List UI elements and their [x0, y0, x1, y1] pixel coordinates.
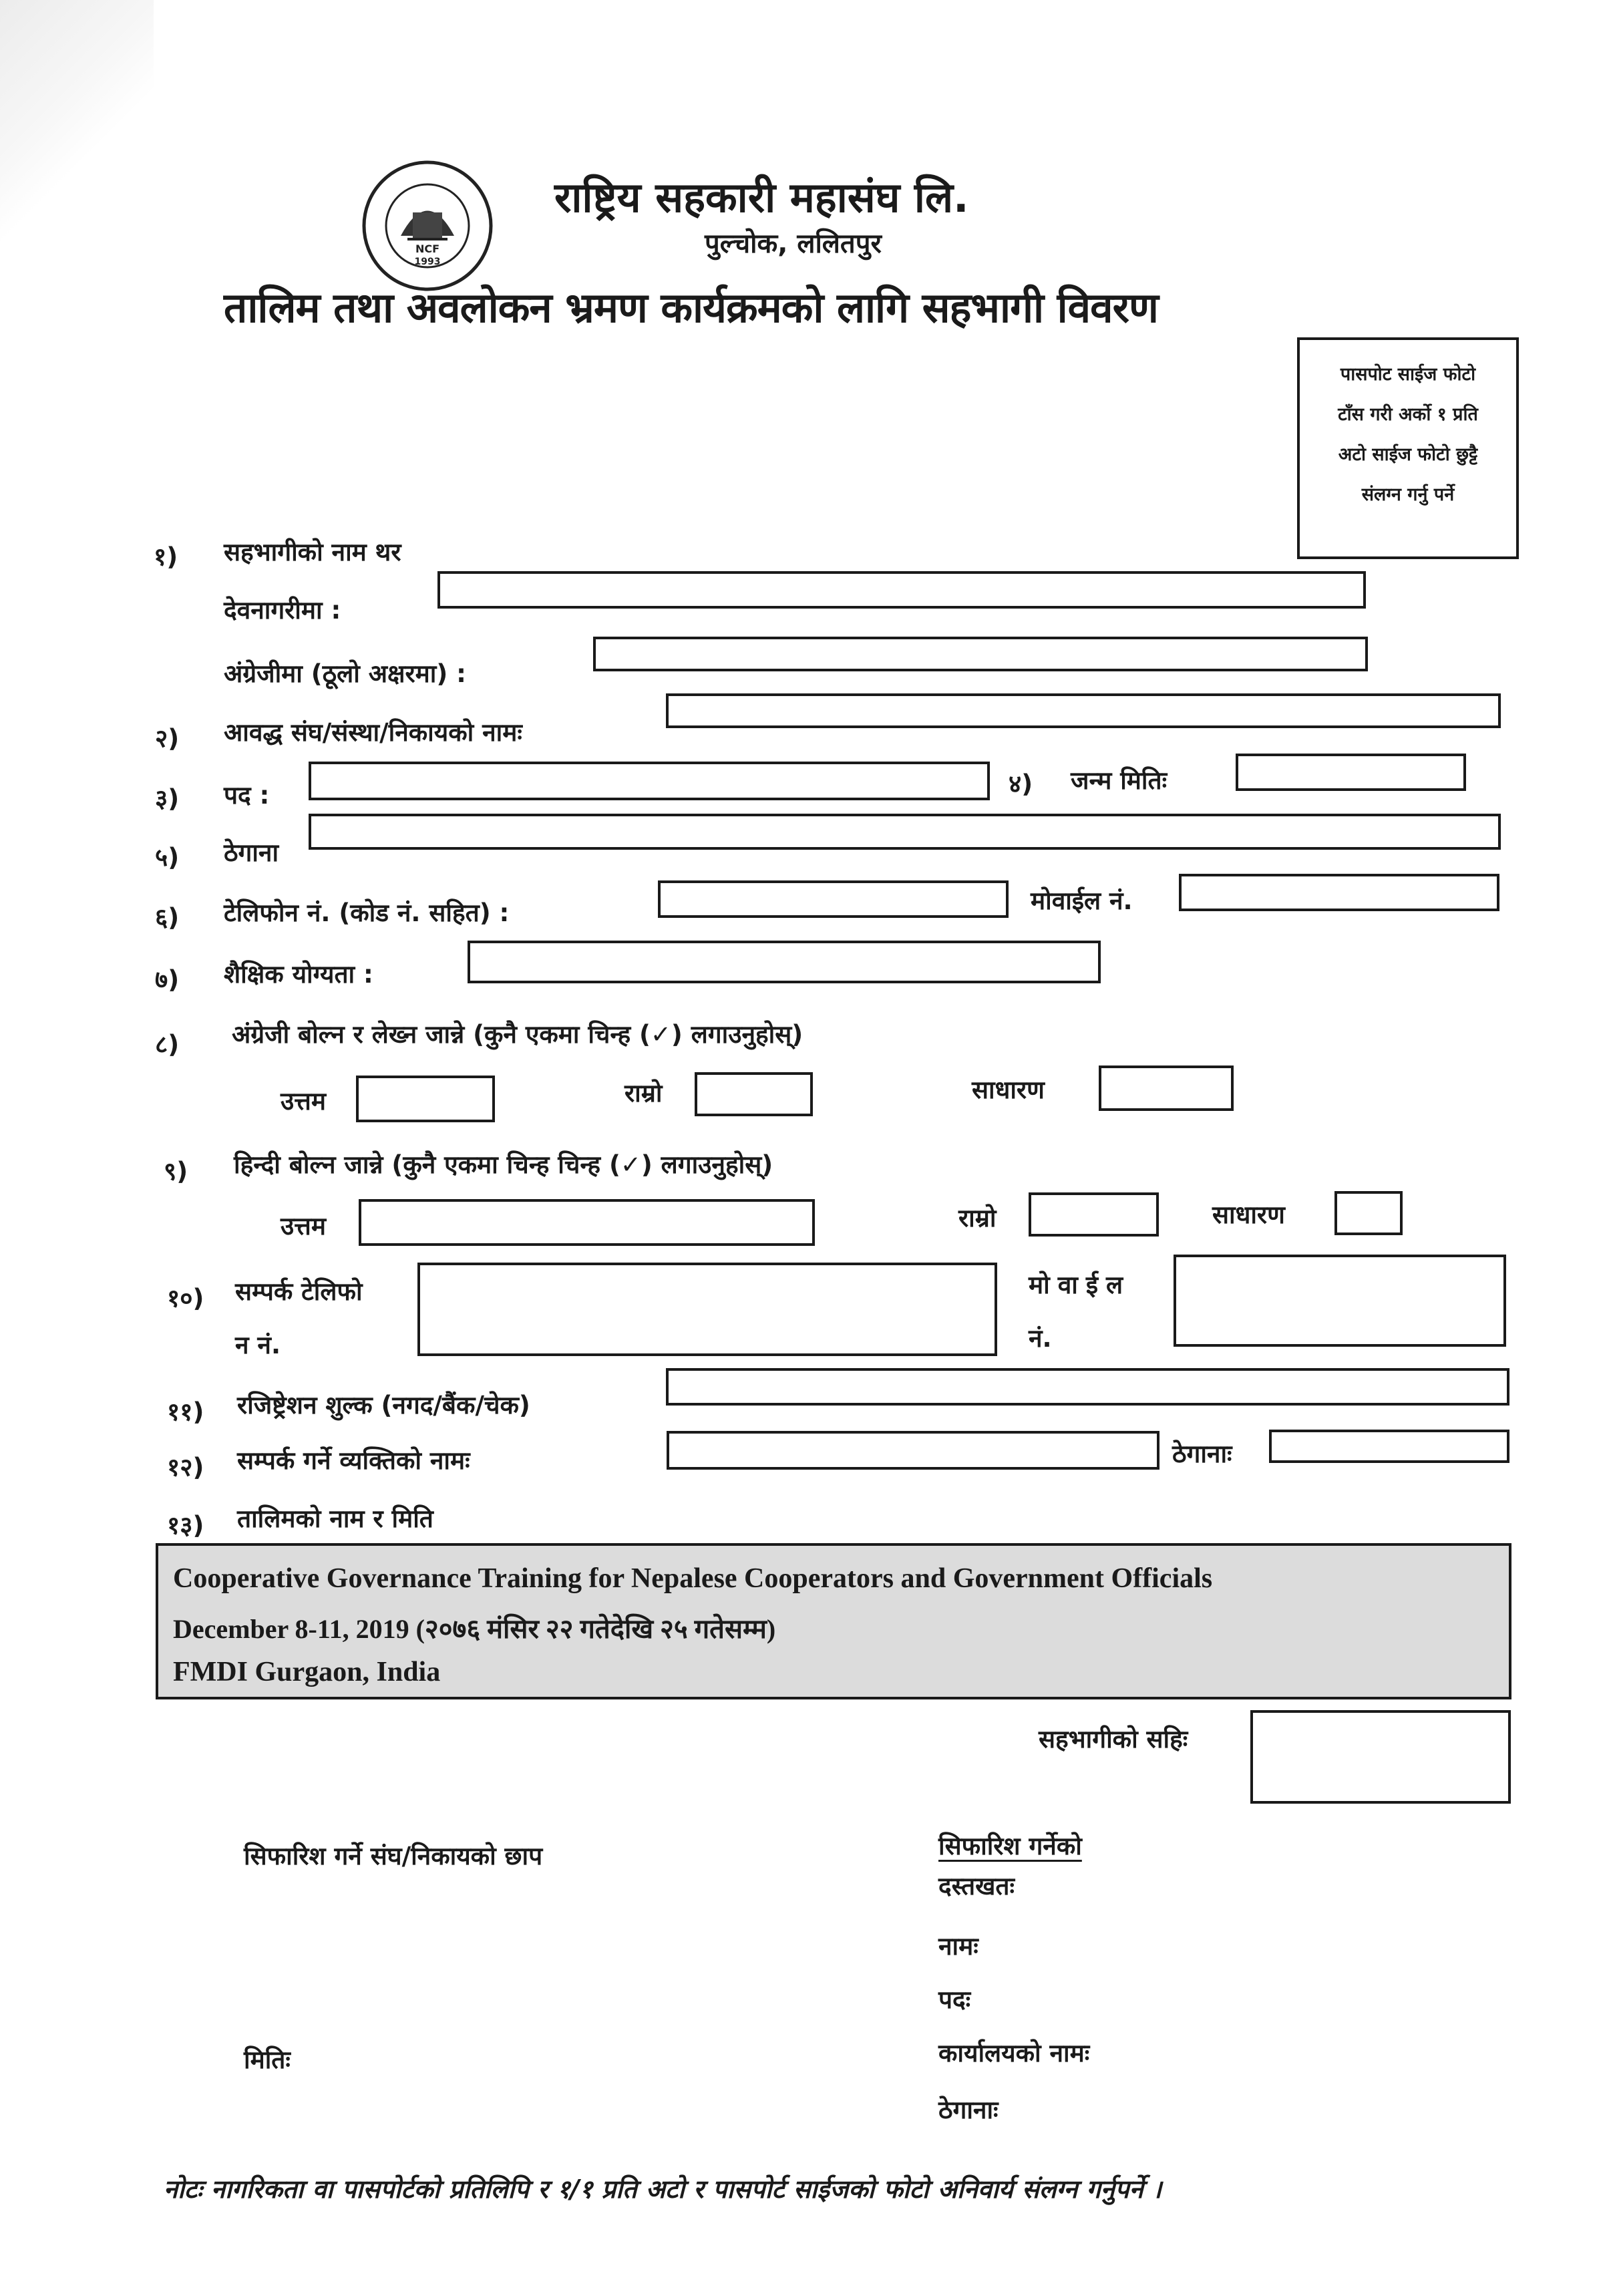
field-number: ८) [155, 1030, 180, 1059]
organization-label: आवद्ध संघ/संस्था/निकायको नामः [224, 718, 522, 747]
training-title: Cooperative Governance Training for Nepalese Cooperators and Government Officials [173, 1563, 1213, 1594]
hindi-average-checkbox[interactable] [1334, 1191, 1403, 1235]
organization-field[interactable] [666, 693, 1501, 728]
education-label: शैक्षिक योग्यता : [224, 960, 373, 989]
telephone-field[interactable] [658, 880, 1009, 918]
english-option-excellent: उत्तम [281, 1087, 326, 1116]
devanagari-label: देवनागरीमा : [224, 596, 341, 625]
participant-name-label: सहभागीको नाम थर [224, 538, 401, 566]
english-excellent-checkbox[interactable] [356, 1076, 495, 1122]
field-number: ९) [164, 1157, 188, 1186]
date-label: मितिः [244, 2045, 291, 2074]
field-number: १०) [167, 1284, 204, 1313]
mobile-label: मोवाईल नं. [1031, 886, 1133, 915]
svg-text:1993: 1993 [414, 257, 441, 267]
name-english-field[interactable] [593, 637, 1368, 671]
org-address: पुल्चोक, ललितपुर [705, 228, 882, 259]
contact-phone-field[interactable] [417, 1263, 997, 1356]
english-label: अंग्रेजीमा (ठूलो अक्षरमा) : [224, 659, 466, 688]
hindi-option-average: साधारण [1212, 1200, 1285, 1229]
field-number: १३) [167, 1511, 204, 1540]
contact-person-label: सम्पर्क गर्ने व्यक्तिको नामः [237, 1446, 470, 1475]
org-name: राष्ट्रिय सहकारी महासंघ लि. [554, 173, 969, 222]
training-details-box [156, 1543, 1511, 1699]
recommender-sign-label: दस्तखतः [938, 1872, 1015, 1901]
address-field[interactable] [309, 814, 1501, 850]
registration-fee-field[interactable] [666, 1368, 1509, 1406]
mobile-field[interactable] [1179, 874, 1499, 911]
field-number: ६) [155, 903, 180, 932]
field-number: ४) [1009, 770, 1033, 798]
stamp-label: सिफारिश गर्ने संघ/निकायको छाप [244, 1842, 543, 1870]
recommender-office-label: कार्यालयको नामः [938, 2039, 1090, 2068]
hindi-option-good: राम्रो [958, 1204, 997, 1233]
footer-note: नोटः नागरिकता वा पासपोर्टको प्रतिलिपि र १/१ प्रति अटो र पासपोर्ट साईजको फोटो अनिवार्य संलग्न गर्नुपर्ने । [164, 2174, 1162, 2204]
hindi-good-checkbox[interactable] [1029, 1192, 1159, 1237]
form-title: तालिम तथा अवलोकन भ्रमण कार्यक्रमको लागि सहभागी विवरण [224, 283, 1158, 332]
recommender-post-label: पदः [938, 1985, 971, 2014]
english-option-good: राम्रो [624, 1079, 663, 1108]
training-venue: FMDI Gurgaon, India [173, 1657, 441, 1687]
field-number: १२) [167, 1453, 204, 1482]
field-number: २) [155, 724, 180, 753]
english-average-checkbox[interactable] [1099, 1065, 1234, 1111]
telephone-label: टेलिफोन नं. (कोड नं. सहित) : [224, 898, 510, 927]
field-number: ७) [155, 965, 180, 994]
recommender-heading: सिफारिश गर्नेको [938, 1832, 1082, 1860]
participant-signature-label: सहभागीको सहिः [1039, 1725, 1188, 1754]
svg-text:NCF: NCF [415, 242, 440, 255]
recommender-name-label: नामः [938, 1932, 978, 1961]
field-number: ११) [167, 1398, 204, 1426]
dob-field[interactable] [1236, 754, 1466, 791]
field-number: ५) [155, 843, 180, 872]
contact-person-field[interactable] [667, 1431, 1159, 1470]
ncf-logo [361, 159, 494, 293]
photo-instruction-line: अटो साईज फोटो छुट्टै [1338, 444, 1478, 465]
english-good-checkbox[interactable] [695, 1072, 813, 1116]
hindi-excellent-checkbox[interactable] [359, 1199, 815, 1246]
contact-mobile-label-line2: नं. [1029, 1324, 1052, 1353]
position-field[interactable] [309, 762, 990, 800]
name-devanagari-field[interactable] [437, 571, 1366, 609]
photo-instruction-line: संलग्न गर्नु पर्ने [1361, 484, 1455, 505]
english-skill-label: अंग्रेजी बोल्न र लेख्न जान्ने (कुनै एकमा चिन्ह (✓) लगाउनुहोस्) [232, 1020, 803, 1049]
contact-phone-label-line1: सम्पर्क टेलिफो [235, 1277, 363, 1306]
contact-phone-label-line2: न नं. [235, 1331, 281, 1359]
participant-signature-box[interactable] [1250, 1710, 1511, 1804]
training-dates: December 8-11, 2019 (२०७६ मंसिर २२ गतेदेखि २५ गतेसम्म) [173, 1614, 776, 1644]
recommender-address-label: ठेगानाः [938, 2096, 999, 2124]
contact-address-field[interactable] [1269, 1430, 1509, 1463]
contact-mobile-field[interactable] [1174, 1255, 1506, 1347]
position-label: पद : [224, 781, 270, 810]
page-fold-shadow [0, 0, 154, 254]
contact-address-label: ठेगानाः [1172, 1440, 1232, 1468]
photo-box[interactable] [1297, 337, 1519, 559]
registration-fee-label: रजिष्ट्रेशन शुल्क (नगद/बैंक/चेक) [237, 1391, 530, 1420]
dob-label: जन्म मितिः [1071, 766, 1168, 795]
education-field[interactable] [468, 941, 1101, 983]
address-label: ठेगाना [224, 838, 279, 867]
photo-instruction-line: टाँस गरी अर्को १ प्रति [1338, 404, 1478, 425]
field-number: ३) [155, 784, 180, 813]
contact-mobile-label-line1: मोवाईल [1029, 1271, 1131, 1299]
hindi-skill-label: हिन्दी बोल्न जान्ने (कुनै एकमा चिन्ह चिन्ह (✓) लगाउनुहोस्) [234, 1150, 773, 1179]
training-name-label: तालिमको नाम र मिति [237, 1504, 433, 1533]
hindi-option-excellent: उत्तम [281, 1212, 326, 1241]
english-option-average: साधारण [972, 1076, 1045, 1104]
field-number: १) [154, 542, 178, 571]
photo-instruction-line: पासपोट साईज फोटो [1340, 364, 1476, 385]
